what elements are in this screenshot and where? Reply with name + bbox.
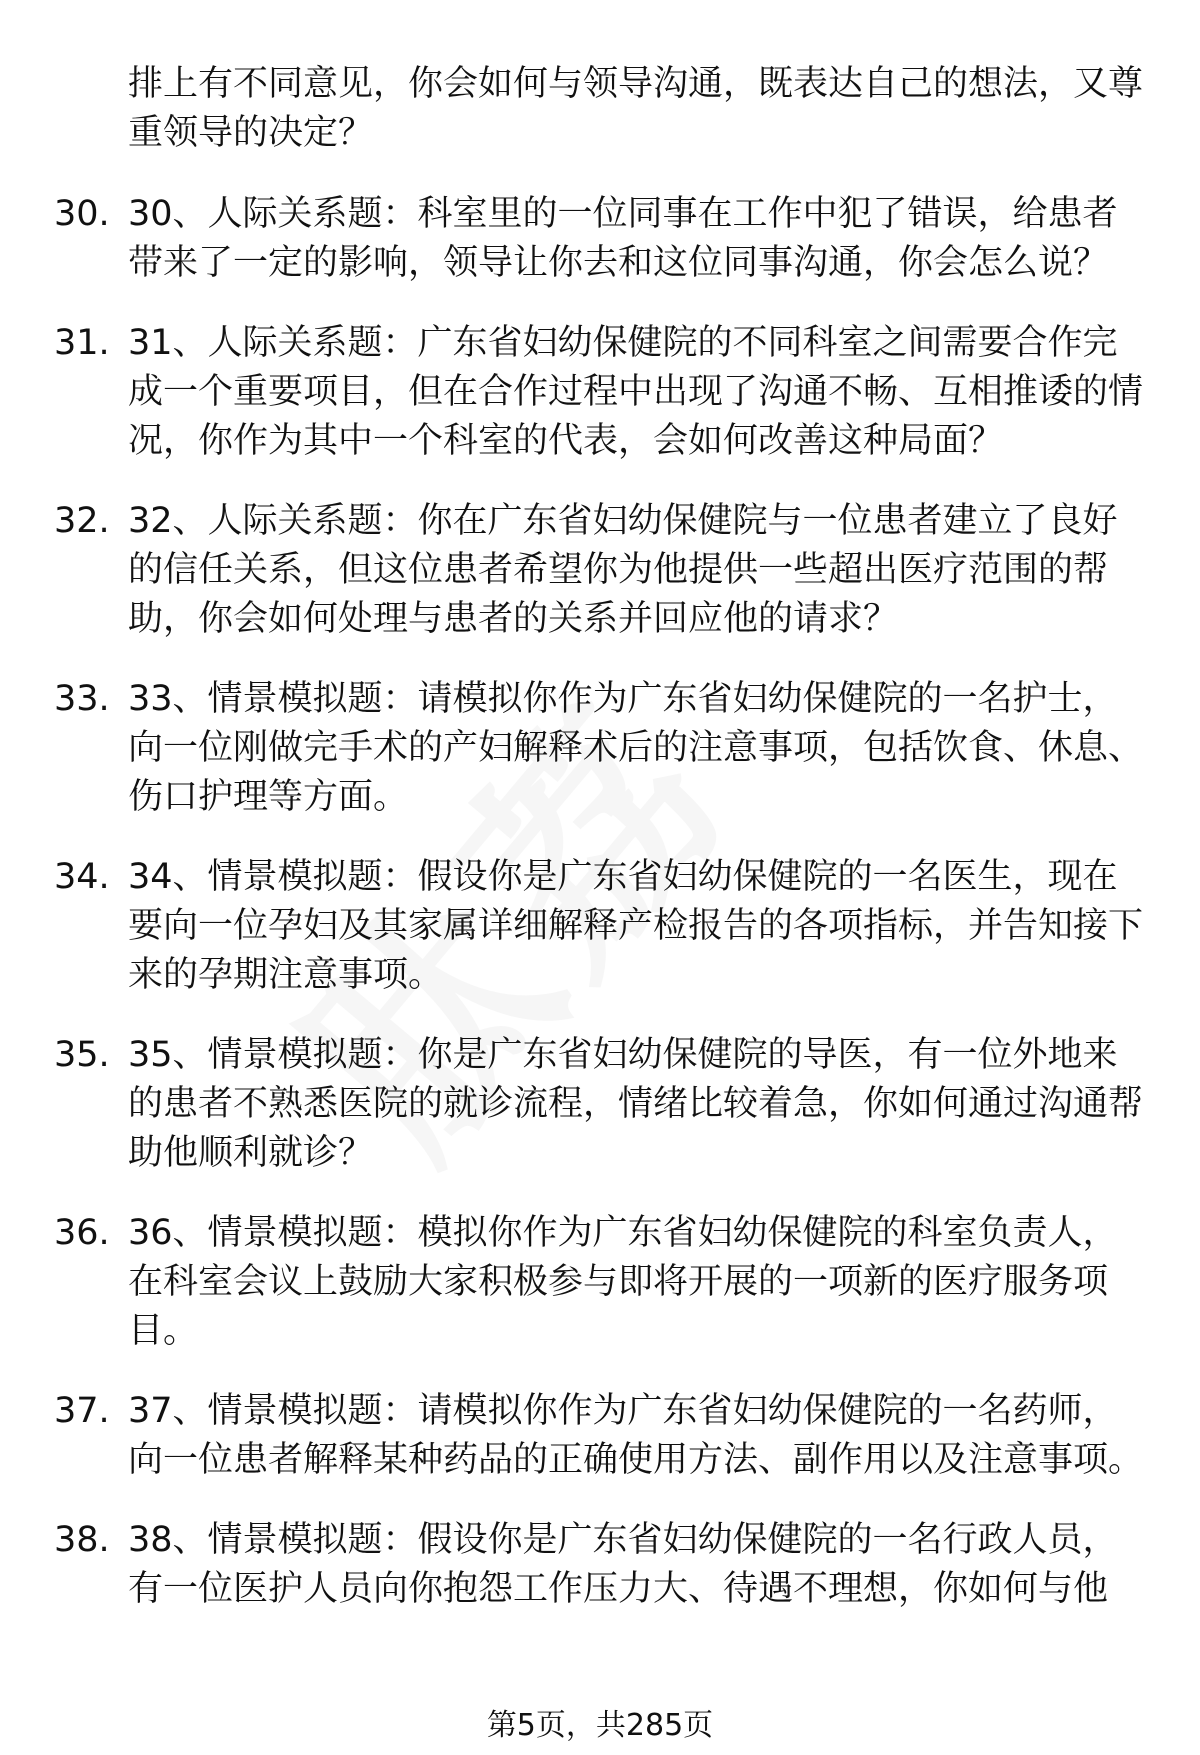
question-text: 30、人际关系题：科室里的一位同事在工作中犯了错误，给患者带来了一定的影响，领导让你去和这位同事沟通，你会怎么说？: [128, 194, 1118, 283]
question-number: 31.: [54, 323, 110, 363]
question-item: [0, 1387, 1200, 1485]
question-number: 34.: [54, 857, 110, 897]
question-list: [0, 190, 1200, 1645]
question-number: 32.: [54, 501, 110, 541]
question-number: 38.: [54, 1520, 110, 1560]
question-text: 38、情景模拟题：假设你是广东省妇幼保健院的一名行政人员，有一位医护人员向你抱怨工作压力大、待遇不理想，你如何与他: [128, 1520, 1118, 1609]
question-item: [0, 1209, 1200, 1356]
question-number: 37.: [54, 1391, 110, 1431]
question-text: 37、情景模拟题：请模拟你作为广东省妇幼保健院的一名药师，向一位患者解释某种药品的正确使用方法、副作用以及注意事项。: [128, 1391, 1144, 1480]
question-text: 34、情景模拟题：假设你是广东省妇幼保健院的一名医生，现在要向一位孕妇及其家属详细解释产检报告的各项指标，并告知接下来的孕期注意事项。: [128, 857, 1144, 995]
question-text: 35、情景模拟题：你是广东省妇幼保健院的导医，有一位外地来的患者不熟悉医院的就诊流程，情绪比较着急，你如何通过沟通帮助他顺利就诊？: [128, 1035, 1144, 1173]
question-text: 32、人际关系题：你在广东省妇幼保健院与一位患者建立了良好的信任关系，但这位患者希望你为他提供一些超出医疗范围的帮助，你会如何处理与患者的关系并回应他的请求？: [128, 501, 1118, 639]
question-text: 31、人际关系题：广东省妇幼保健院的不同科室之间需要合作完成一个重要项目，但在合作过程中出现了沟通不畅、互相推诿的情况，你作为其中一个科室的代表，会如何改善这种局面？: [128, 323, 1144, 461]
question-item: [0, 1031, 1200, 1178]
question-item: [0, 190, 1200, 288]
question-item: [0, 1516, 1200, 1614]
page-number: 第5页，共285页: [486, 1708, 714, 1743]
question-item: [0, 319, 1200, 466]
question-number: 30.: [54, 194, 110, 234]
question-item: [0, 853, 1200, 1000]
question-number: 35.: [54, 1035, 110, 1075]
question-text: 33、情景模拟题：请模拟你作为广东省妇幼保健院的一名护士，向一位刚做完手术的产妇解释术后的注意事项，包括饮食、休息、伤口护理等方面。: [128, 679, 1144, 817]
paragraph: 排上有不同意见，你会如何与领导沟通，既表达自己的想法，又尊重领导的决定？: [128, 64, 1144, 153]
question-text: 36、情景模拟题：模拟你作为广东省妇幼保健院的科室负责人，在科室会议上鼓励大家积极参与即将开展的一项新的医疗服务项目。: [128, 1213, 1118, 1351]
question-item: [0, 497, 1200, 644]
question-number: 36.: [54, 1213, 110, 1253]
question-number: 33.: [54, 679, 110, 719]
question-item: [0, 675, 1200, 822]
